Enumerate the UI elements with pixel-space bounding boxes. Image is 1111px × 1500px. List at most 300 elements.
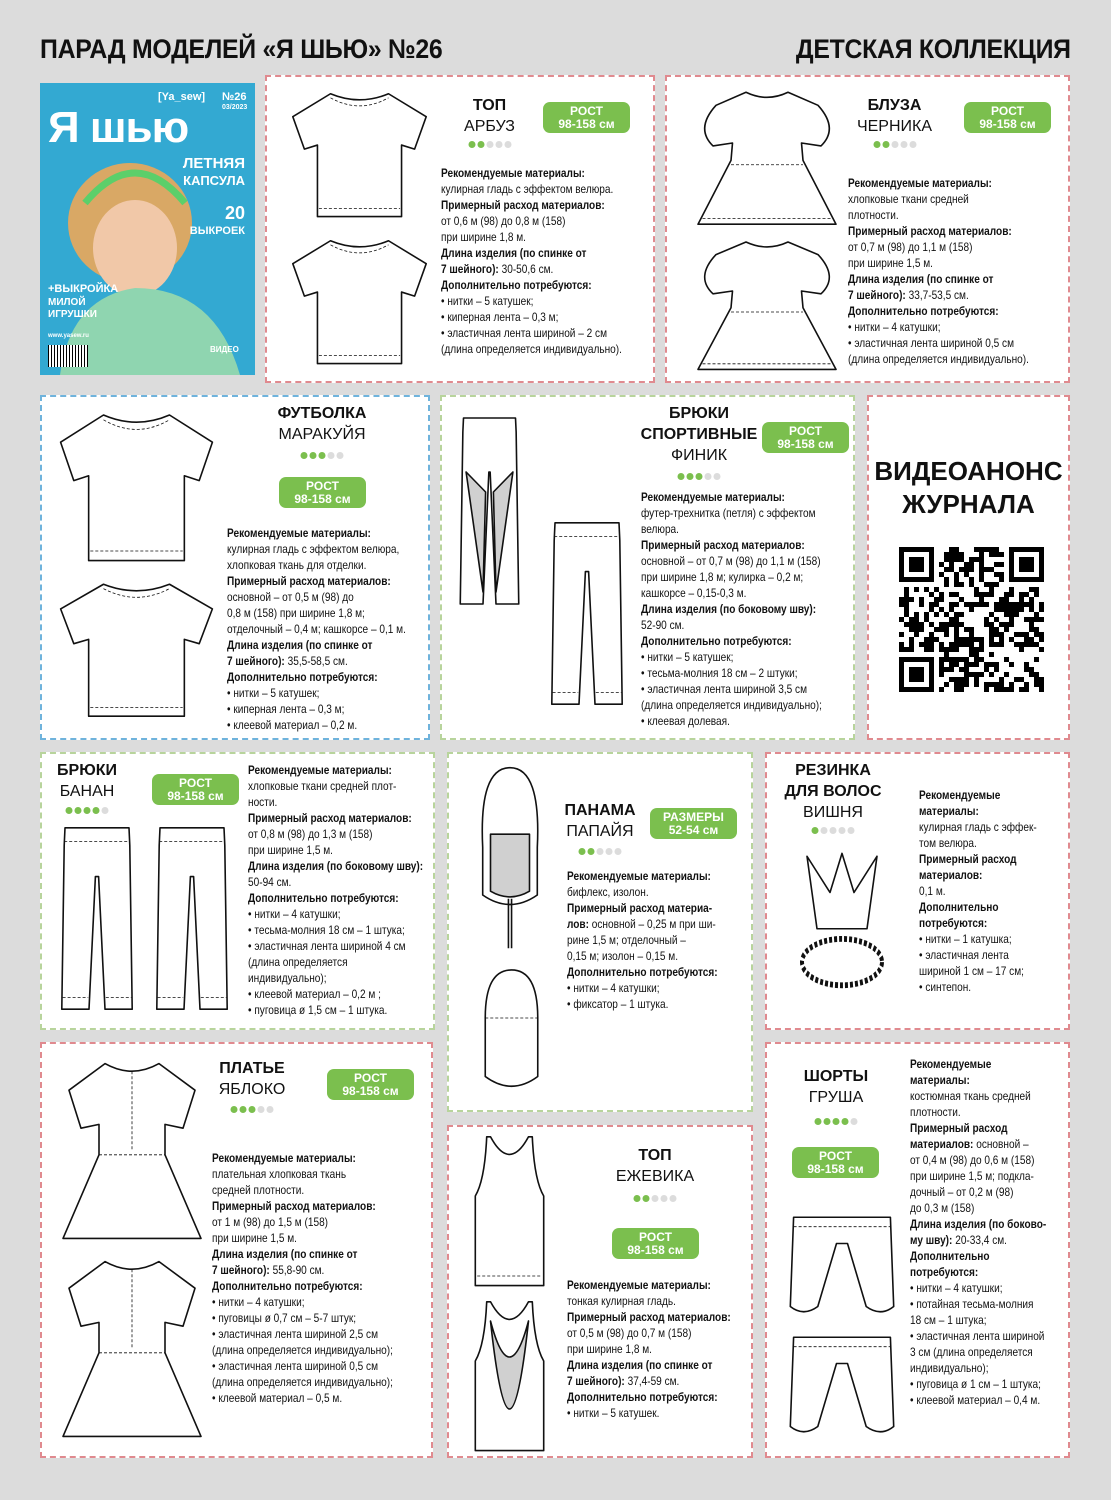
text-value: • клеевой материал – 0,2 м. xyxy=(227,718,358,732)
text-line xyxy=(212,1198,393,1214)
badge-label: РОСТ xyxy=(991,104,1024,118)
text-value: при ширине 1,5 м. xyxy=(212,1231,297,1245)
difficulty-dot-icon xyxy=(579,848,586,855)
text-value: основной – от 0,7 м (98) до 1,1 м (158) xyxy=(641,554,821,568)
title-line: ШОРТЫ xyxy=(803,1068,869,1085)
text-value: основной – xyxy=(973,1137,1029,1151)
title-line: БАНАН xyxy=(59,783,115,800)
text-line xyxy=(567,1389,731,1405)
qr-code-icon[interactable] xyxy=(899,547,1044,692)
text-line xyxy=(227,669,406,685)
badge-label: РОСТ xyxy=(354,1071,387,1085)
text-line xyxy=(910,1296,1046,1312)
pattern-card-finik[interactable] xyxy=(440,395,855,740)
title-line: ДЛЯ ВОЛОС xyxy=(784,783,882,800)
difficulty-dot-icon xyxy=(469,141,476,148)
text-line xyxy=(910,1136,1046,1152)
pattern-card-banan[interactable] xyxy=(40,752,435,1030)
text-line xyxy=(227,541,406,557)
text-line xyxy=(910,1200,1046,1216)
text-value: • синтепон. xyxy=(919,980,972,994)
text-line xyxy=(441,229,622,245)
text-value: от 0,5 м (98) до 0,7 м (158) xyxy=(567,1326,692,1340)
text-line xyxy=(910,1376,1046,1392)
text-value: бифлекс, изолон. xyxy=(567,885,649,899)
text-value: • эластичная лента шириной xyxy=(910,1329,1045,1343)
cover-issue: №26 xyxy=(222,91,247,103)
text-value: хлопковые ткани средней плот- xyxy=(248,779,397,793)
text-value: велюра. xyxy=(641,522,679,536)
text-heading: Дополнительно потребуются: xyxy=(441,278,592,292)
garment-sketch-blouse xyxy=(692,235,842,375)
difficulty-dot-icon xyxy=(231,1106,238,1113)
text-line xyxy=(641,553,822,569)
title-line: МАРАКУЙЯ xyxy=(278,426,366,443)
text-value: дочный – от 0,2 м (98) xyxy=(910,1185,1014,1199)
text-line xyxy=(212,1326,393,1342)
difficulty-dot-icon xyxy=(910,141,917,148)
text-line xyxy=(848,303,1029,319)
card-title xyxy=(827,95,962,137)
text-line xyxy=(567,916,718,932)
title-line: ПАПАЙЯ xyxy=(566,823,634,840)
text-line xyxy=(641,681,822,697)
text-line xyxy=(567,1277,731,1293)
card-title xyxy=(207,1058,297,1100)
title-line: ПЛАТЬЕ xyxy=(219,1060,285,1077)
difficulty-dot-icon xyxy=(93,807,100,814)
text-value: кулирная гладь с эффек- xyxy=(919,820,1037,834)
text-line xyxy=(848,255,1029,271)
text-line xyxy=(567,996,718,1012)
text-value: • нитки – 4 катушки; xyxy=(248,907,341,921)
text-line xyxy=(910,1152,1046,1168)
cover-headline: ИГРУШКИ xyxy=(48,309,97,320)
text-line xyxy=(248,826,423,842)
text-value: • потайная тесьма-молния xyxy=(910,1297,1034,1311)
text-line xyxy=(919,851,1037,867)
text-value: 3 см (длина определяется xyxy=(910,1345,1033,1359)
magazine-cover[interactable] xyxy=(40,83,255,375)
text-value: • нитки – 5 катушек; xyxy=(441,294,534,308)
text-line xyxy=(910,1232,1046,1248)
text-line xyxy=(227,685,406,701)
text-line xyxy=(248,778,423,794)
garment-sketch-shorts xyxy=(787,1332,897,1437)
size-badge xyxy=(279,477,366,508)
text-heading: потребуются: xyxy=(919,916,988,930)
video-announcement-card[interactable] xyxy=(867,395,1070,740)
materials-description xyxy=(567,868,718,1012)
difficulty-dot-icon xyxy=(696,473,703,480)
pattern-card-yabloko[interactable] xyxy=(40,1042,433,1458)
title-line: ТОП xyxy=(638,1147,672,1164)
text-line xyxy=(910,1312,1046,1328)
text-heading: Дополнительно xyxy=(919,900,999,914)
difficulty-dot-icon xyxy=(505,141,512,148)
garment-sketch-blouse xyxy=(692,85,842,230)
text-line xyxy=(212,1390,393,1406)
garment-sketch-tank2 xyxy=(462,1297,557,1457)
text-line xyxy=(567,1405,731,1421)
difficulty-dot-icon xyxy=(478,141,485,148)
text-line xyxy=(227,589,406,605)
text-line xyxy=(441,325,622,341)
difficulty-dot-icon xyxy=(310,452,317,459)
text-heading: Дополнительно потребуются: xyxy=(567,1390,718,1404)
difficulty-dot-icon xyxy=(328,452,335,459)
text-heading: Примерный расход xyxy=(919,852,1017,866)
text-heading: 7 шейного): xyxy=(848,288,906,302)
text-line xyxy=(212,1262,393,1278)
text-heading: Длина изделия (по боковому шву): xyxy=(248,859,424,873)
text-heading: 7 шейного): xyxy=(227,654,285,668)
text-line xyxy=(212,1214,393,1230)
difficulty-dot-icon xyxy=(319,452,326,459)
text-line xyxy=(641,569,822,585)
text-line xyxy=(441,245,622,261)
difficulty-dot-icon xyxy=(824,1118,831,1125)
text-line xyxy=(848,319,1029,335)
text-line xyxy=(641,585,822,601)
text-heading: Примерный расход материалов: xyxy=(212,1199,376,1213)
text-line xyxy=(248,970,423,986)
title-line: СПОРТИВНЫЕ xyxy=(640,426,758,443)
text-line xyxy=(212,1358,393,1374)
text-line xyxy=(910,1184,1046,1200)
difficulty-rating xyxy=(812,827,855,834)
text-heading: Примерный расход xyxy=(910,1121,1008,1135)
text-value: кашкорсе – 0,15-0,3 м. xyxy=(641,586,747,600)
barcode-icon xyxy=(48,345,88,367)
badge-value: 52-54 см xyxy=(668,823,719,837)
text-line xyxy=(567,932,718,948)
difficulty-dot-icon xyxy=(606,848,613,855)
text-value: рине 1,5 м; отделочный – xyxy=(567,933,686,947)
pattern-card-arbuz[interactable] xyxy=(265,75,655,383)
garment-sketch-tshirt xyxy=(54,577,219,722)
text-line xyxy=(248,954,423,970)
text-heading: Дополнительно xyxy=(910,1249,990,1263)
text-heading: Рекомендуемые материалы: xyxy=(212,1151,356,1165)
pattern-card-papaya[interactable] xyxy=(447,752,753,1112)
text-line xyxy=(919,867,1037,883)
text-line xyxy=(919,819,1037,835)
text-value: от 0,4 м (98) до 0,6 м (158) xyxy=(910,1153,1035,1167)
text-value: основной – от 0,5 м (98) до xyxy=(227,590,354,604)
difficulty-dot-icon xyxy=(249,1106,256,1113)
pattern-card-grusha[interactable] xyxy=(765,1042,1070,1458)
garment-sketch-pants xyxy=(547,517,627,712)
text-value: • нитки – 4 катушки; xyxy=(848,320,941,334)
difficulty-dot-icon xyxy=(496,141,503,148)
garment-sketch-dress xyxy=(57,1254,207,1444)
text-value: хлопковые ткани средней xyxy=(848,192,969,206)
text-heading: Длина изделия (по спинке от xyxy=(441,246,587,260)
text-heading: материалов: xyxy=(919,868,983,882)
text-line xyxy=(227,637,406,653)
text-value: костюмная ткань средней xyxy=(910,1089,1031,1103)
materials-description xyxy=(248,762,423,1018)
cover-website: www.yasew.ru xyxy=(48,333,89,339)
text-heading: Дополнительно потребуются: xyxy=(641,634,792,648)
text-heading: материалов: xyxy=(910,1137,974,1151)
size-badge xyxy=(762,422,849,453)
badge-label: РОСТ xyxy=(570,104,603,118)
text-value: 50-94 см. xyxy=(248,875,292,889)
text-value: кулирная гладь с эффектом велюра. xyxy=(441,182,614,196)
text-line xyxy=(248,906,423,922)
text-value: • нитки – 5 катушек; xyxy=(641,650,734,664)
materials-description xyxy=(641,489,822,729)
text-heading: Примерный расход материалов: xyxy=(248,811,412,825)
garment-sketch-tshirt xyxy=(287,234,432,369)
text-line xyxy=(919,835,1037,851)
text-line xyxy=(227,605,406,621)
text-value: (длина определяется индивидуально). xyxy=(441,342,622,356)
text-value: при ширине 1,5 м; подкла- xyxy=(910,1169,1034,1183)
text-line xyxy=(212,1150,393,1166)
title-line: БЛУЗА xyxy=(867,97,922,114)
text-value: • нитки – 4 катушки; xyxy=(567,981,660,995)
text-value: (длина определяется индивидуально); xyxy=(212,1375,393,1389)
text-line xyxy=(441,341,622,357)
text-line xyxy=(567,900,718,916)
collection-title: ДЕТСКАЯ КОЛЛЕКЦИЯ xyxy=(796,34,1071,64)
text-heading: потребуются: xyxy=(910,1265,979,1279)
text-heading: Длина изделия (по спинке от xyxy=(212,1247,358,1261)
text-value: при ширине 1,8 м. xyxy=(567,1342,652,1356)
text-heading: Примерный расход материалов: xyxy=(641,538,805,552)
cover-headline: +ВЫКРОЙКА xyxy=(48,283,119,295)
text-value: 18 см – 1 штука; xyxy=(910,1313,987,1327)
text-value: (длина определяется индивидуально); xyxy=(641,698,822,712)
text-line xyxy=(248,810,423,826)
garment-sketch-tank xyxy=(462,1132,557,1292)
text-line xyxy=(567,948,718,964)
pattern-card-ezhevika[interactable] xyxy=(447,1125,753,1458)
text-line xyxy=(848,207,1029,223)
text-line xyxy=(227,701,406,717)
text-line xyxy=(212,1294,393,1310)
difficulty-dot-icon xyxy=(687,473,694,480)
text-heading: Примерный расход материалов: xyxy=(848,224,1012,238)
text-line xyxy=(910,1360,1046,1376)
difficulty-rating xyxy=(815,1118,858,1125)
text-line xyxy=(910,1344,1046,1360)
text-value: • клеевой материал – 0,4 м. xyxy=(910,1393,1041,1407)
card-title xyxy=(773,760,893,823)
difficulty-dot-icon xyxy=(678,473,685,480)
text-line xyxy=(919,963,1037,979)
text-value: 20-33,4 см. xyxy=(952,1233,1007,1247)
text-value: при ширине 1,5 м. xyxy=(248,843,333,857)
card-title xyxy=(554,800,646,842)
text-value: • нитки – 4 катушки; xyxy=(212,1295,305,1309)
difficulty-dot-icon xyxy=(714,473,721,480)
badge-label: РАЗМЕРЫ xyxy=(663,810,724,824)
cover-headline: МИЛОЙ xyxy=(48,297,86,308)
text-line xyxy=(641,649,822,665)
text-value: 0,1 м. xyxy=(919,884,946,898)
difficulty-dot-icon xyxy=(883,141,890,148)
text-heading: Рекомендуемые материалы: xyxy=(567,869,711,883)
difficulty-dot-icon xyxy=(812,827,819,834)
text-line xyxy=(641,633,822,649)
difficulty-dot-icon xyxy=(821,827,828,834)
text-value: плательная хлопковая ткань xyxy=(212,1167,347,1181)
difficulty-rating xyxy=(469,141,512,148)
text-line xyxy=(848,287,1029,303)
text-line xyxy=(248,1002,423,1018)
text-line xyxy=(910,1328,1046,1344)
text-value: • эластичная лента шириной 4 см xyxy=(248,939,406,953)
text-heading: Примерный расход материалов: xyxy=(227,574,391,588)
cover-headline: КАПСУЛА xyxy=(183,173,245,188)
text-value: от 0,7 м (98) до 1,1 м (158) xyxy=(848,240,973,254)
text-line xyxy=(248,794,423,810)
materials-description xyxy=(919,787,1037,995)
text-value: 37,4-59 см. xyxy=(624,1374,680,1388)
text-heading: 7 шейного): xyxy=(441,262,499,276)
badge-value: 98-158 см xyxy=(627,1243,684,1257)
text-line xyxy=(641,521,822,537)
text-line xyxy=(212,1182,393,1198)
text-line xyxy=(567,1325,731,1341)
badge-value: 98-158 см xyxy=(979,117,1036,131)
difficulty-dot-icon xyxy=(851,1118,858,1125)
text-value: • киперная лента – 0,3 м; xyxy=(227,702,345,716)
difficulty-dot-icon xyxy=(661,1195,668,1202)
text-value: шириной 1 см – 17 см; xyxy=(919,964,1024,978)
text-value: средней плотности. xyxy=(212,1183,305,1197)
text-line xyxy=(248,922,423,938)
text-line xyxy=(212,1230,393,1246)
badge-value: 98-158 см xyxy=(807,1162,864,1176)
text-value: отделочный – 0,4 м; кашкорсе – 0,1 м. xyxy=(227,622,406,636)
text-heading: 7 шейного): xyxy=(212,1263,270,1277)
difficulty-rating xyxy=(301,452,344,459)
text-line xyxy=(248,938,423,954)
text-value: • пуговица ø 1 см – 1 штука; xyxy=(910,1377,1041,1391)
difficulty-dot-icon xyxy=(301,452,308,459)
text-line xyxy=(919,899,1037,915)
text-heading: Рекомендуемые материалы: xyxy=(848,176,992,190)
text-value: • эластичная лента xyxy=(919,948,1009,962)
text-value: до 0,3 м (158) xyxy=(910,1201,975,1215)
text-value: • эластичная лента шириной 2,5 см xyxy=(212,1327,379,1341)
text-value: индивидуально); xyxy=(910,1361,989,1375)
page-title: ПАРАД МОДЕЛЕЙ «Я ШЬЮ» №26 xyxy=(40,34,443,64)
title-line: ЯБЛОКО xyxy=(218,1081,286,1098)
text-heading: Рекомендуемые материалы: xyxy=(441,166,585,180)
text-value: • киперная лента – 0,3 м; xyxy=(441,310,559,324)
size-badge xyxy=(964,102,1051,133)
difficulty-rating xyxy=(231,1106,274,1113)
text-heading: Примерный расход материалов: xyxy=(567,1310,731,1324)
text-line xyxy=(227,717,406,733)
difficulty-dot-icon xyxy=(705,473,712,480)
difficulty-dot-icon xyxy=(337,452,344,459)
difficulty-dot-icon xyxy=(815,1118,822,1125)
title-line: ФУТБОЛКА xyxy=(277,405,367,422)
pattern-card-marakuya[interactable] xyxy=(40,395,430,740)
text-value: от 0,6 м (98) до 0,8 м (158) xyxy=(441,214,566,228)
text-line xyxy=(441,309,622,325)
text-value: • нитки – 4 катушки; xyxy=(910,1281,1003,1295)
text-value: • эластичная лента шириной 3,5 см xyxy=(641,682,808,696)
text-line xyxy=(848,335,1029,351)
text-value: 0,8 м (158) при ширине 1,8 м; xyxy=(227,606,365,620)
text-line xyxy=(919,947,1037,963)
text-line xyxy=(567,980,718,996)
text-line xyxy=(910,1168,1046,1184)
garment-sketch-pants xyxy=(57,822,137,1017)
card-title xyxy=(786,1066,886,1108)
difficulty-dot-icon xyxy=(588,848,595,855)
text-value: хлопковая ткань для отделки. xyxy=(227,558,367,572)
text-line xyxy=(567,884,718,900)
text-line xyxy=(848,175,1029,191)
text-value: 35,5-58,5 см. xyxy=(284,654,348,668)
text-line xyxy=(227,525,406,541)
text-value: футер-трехнитка (петля) с эффектом xyxy=(641,506,816,520)
text-line xyxy=(567,1373,731,1389)
difficulty-dot-icon xyxy=(652,1195,659,1202)
text-line xyxy=(919,979,1037,995)
card-title xyxy=(605,1145,705,1187)
text-value: • пуговицы ø 0,7 см – 5-7 штук; xyxy=(212,1311,357,1325)
text-heading: Дополнительно потребуются: xyxy=(227,670,378,684)
difficulty-dot-icon xyxy=(892,141,899,148)
text-line xyxy=(641,537,822,553)
cover-handle: [Ya_sew] xyxy=(158,91,206,103)
materials-description xyxy=(567,1277,731,1421)
text-heading: 7 шейного): xyxy=(567,1374,625,1388)
cover-video-badge: ВИДЕО xyxy=(210,345,239,354)
pattern-card-chernika[interactable] xyxy=(665,75,1070,383)
badge-value: 98-158 см xyxy=(777,437,834,451)
garment-sketch-pants xyxy=(152,822,232,1017)
text-line xyxy=(919,787,1037,803)
text-heading: Дополнительно потребуются: xyxy=(567,965,718,979)
text-value: • клеевой материал – 0,5 м. xyxy=(212,1391,343,1405)
badge-value: 98-158 см xyxy=(294,492,351,506)
text-value: • тесьма-молния 18 см – 2 штуки; xyxy=(641,666,798,680)
size-badge xyxy=(327,1069,414,1100)
text-line xyxy=(441,181,622,197)
title-line: ГРУША xyxy=(808,1089,864,1106)
difficulty-dot-icon xyxy=(848,827,855,834)
text-value: 52-90 см. xyxy=(641,618,685,632)
title-line: БРЮКИ xyxy=(57,762,117,779)
pattern-card-vishnya[interactable] xyxy=(765,752,1070,1030)
text-line xyxy=(910,1264,1046,1280)
difficulty-dot-icon xyxy=(597,848,604,855)
cover-headline: ВЫКРОЕК xyxy=(189,225,245,237)
text-value: том велюра. xyxy=(919,836,977,850)
size-badge xyxy=(152,774,239,805)
title-line: ЧЕРНИКА xyxy=(856,118,933,135)
text-line xyxy=(919,883,1037,899)
badge-label: РОСТ xyxy=(639,1230,672,1244)
text-line xyxy=(910,1120,1046,1136)
text-line xyxy=(212,1374,393,1390)
difficulty-dot-icon xyxy=(634,1195,641,1202)
materials-description xyxy=(212,1150,393,1406)
text-value: (длина определяется xyxy=(248,955,348,969)
badge-label: РОСТ xyxy=(306,479,339,493)
